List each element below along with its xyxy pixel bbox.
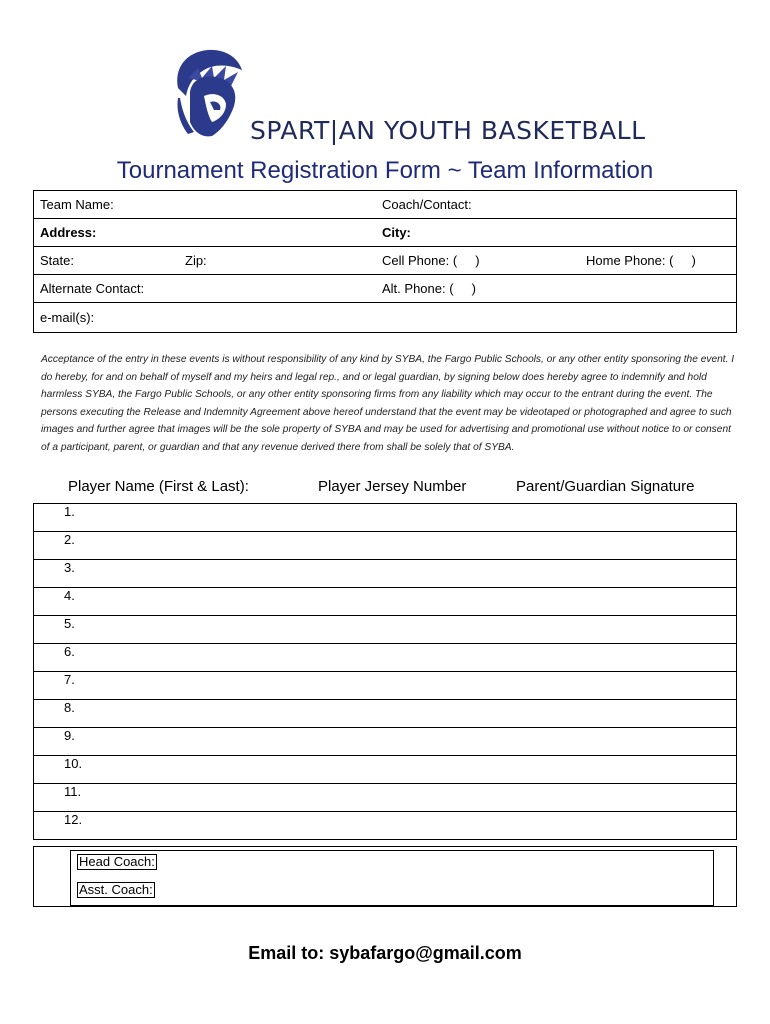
roster-cell[interactable] <box>34 728 737 756</box>
state-label: State: <box>40 253 74 268</box>
roster-cell[interactable] <box>34 504 737 532</box>
row-number: 7. <box>64 672 75 687</box>
roster-row <box>34 812 737 840</box>
info-row-address <box>34 219 737 247</box>
email-field[interactable] <box>34 303 737 333</box>
row-number: 2. <box>64 532 75 547</box>
info-row-state <box>34 247 737 275</box>
team-name-label: Team Name: <box>40 197 114 212</box>
roster-cell[interactable] <box>34 588 737 616</box>
alternate-contact-label: Alternate Contact: <box>40 281 145 296</box>
roster-row <box>34 728 737 756</box>
coach-contact-label: Coach/Contact: <box>382 197 472 212</box>
release-agreement-text: Acceptance of the entry in these events is without responsibility of any kind by SYBA, the Fargo Public Schools, or any other entity sponsoring the event. I do hereby, for and on behalf of myself and my heirs and legal rep., and or legal guardian, by signing below does hereby agree to indemnify and hold harmless SYBA, the Fargo Public Schools, or any other entity sponsoring firms from any liability which may occur to the entrant during the event. The persons executing the Release and Indemnity Agreement above hereof understand that the event may be videotaped or photographed and agree to such images and further agree that images will be the sole property of SYBA and may be used for advertising and promotional use without notice to or consent of a participant, parent, or guardian and that any revenue derived there from shall be solely that of SYBA. <box>41 354 735 453</box>
row-number: 6. <box>64 644 75 659</box>
city-label: City: <box>382 225 411 240</box>
roster-row <box>34 560 737 588</box>
column-player-name: Player Name (First & Last): <box>68 478 249 495</box>
head-coach-field[interactable]: Head Coach: <box>79 854 155 869</box>
address-field[interactable] <box>34 219 377 247</box>
roster-cell[interactable] <box>34 812 737 840</box>
info-row-alternate <box>34 275 737 303</box>
address-label: Address: <box>40 225 97 240</box>
row-number: 3. <box>64 560 75 575</box>
roster-cell[interactable] <box>34 700 737 728</box>
roster-row <box>34 756 737 784</box>
state-zip-field[interactable] <box>34 247 377 275</box>
zip-label: Zip: <box>185 253 207 268</box>
roster-cell[interactable] <box>34 672 737 700</box>
player-roster-table <box>33 503 737 840</box>
phone-field[interactable] <box>376 247 737 275</box>
email-label: e-mail(s): <box>40 310 95 325</box>
roster-cell[interactable] <box>34 560 737 588</box>
row-number: 12. <box>64 812 83 827</box>
email-instruction: Email to: sybafargo@gmail.com <box>248 943 522 963</box>
team-name-field[interactable] <box>34 191 377 219</box>
roster-row <box>34 672 737 700</box>
cell-phone-label: Cell Phone: ( ) <box>382 253 480 268</box>
alt-phone-label: Alt. Phone: ( ) <box>382 281 476 296</box>
coach-section <box>33 846 737 907</box>
row-number: 8. <box>64 700 75 715</box>
city-field[interactable] <box>376 219 737 247</box>
row-number: 9. <box>64 728 75 743</box>
alternate-contact-field[interactable] <box>34 275 377 303</box>
info-row-team <box>34 191 737 219</box>
roster-row <box>34 532 737 560</box>
alt-phone-field[interactable] <box>376 275 737 303</box>
spartan-helmet-logo <box>168 48 246 140</box>
coach-inner-box <box>70 850 714 906</box>
roster-cell[interactable] <box>34 756 737 784</box>
roster-cell[interactable] <box>34 616 737 644</box>
roster-cell[interactable] <box>34 784 737 812</box>
roster-row <box>34 784 737 812</box>
roster-row <box>34 700 737 728</box>
roster-row <box>34 504 737 532</box>
column-jersey-number: Player Jersey Number <box>318 478 467 495</box>
roster-cell[interactable] <box>34 532 737 560</box>
column-guardian-signature: Parent/Guardian Signature <box>516 478 695 495</box>
row-number: 5. <box>64 616 75 631</box>
row-number: 4. <box>64 588 75 603</box>
row-number: 1. <box>64 504 75 519</box>
info-row-email <box>34 303 737 333</box>
home-phone-label: Home Phone: ( ) <box>586 253 696 268</box>
organization-name: SPART|AN YOUTH BASKETBALL <box>250 116 646 145</box>
asst-coach-field[interactable]: Asst. Coach: <box>79 882 153 897</box>
row-number: 10. <box>64 756 83 771</box>
coach-contact-field[interactable] <box>376 191 737 219</box>
roster-cell[interactable] <box>34 644 737 672</box>
team-info-table <box>33 190 737 333</box>
roster-row <box>34 616 737 644</box>
roster-row <box>34 588 737 616</box>
row-number: 11. <box>64 784 82 799</box>
form-title: Tournament Registration Form ~ Team Information <box>116 157 654 184</box>
roster-row <box>34 644 737 672</box>
